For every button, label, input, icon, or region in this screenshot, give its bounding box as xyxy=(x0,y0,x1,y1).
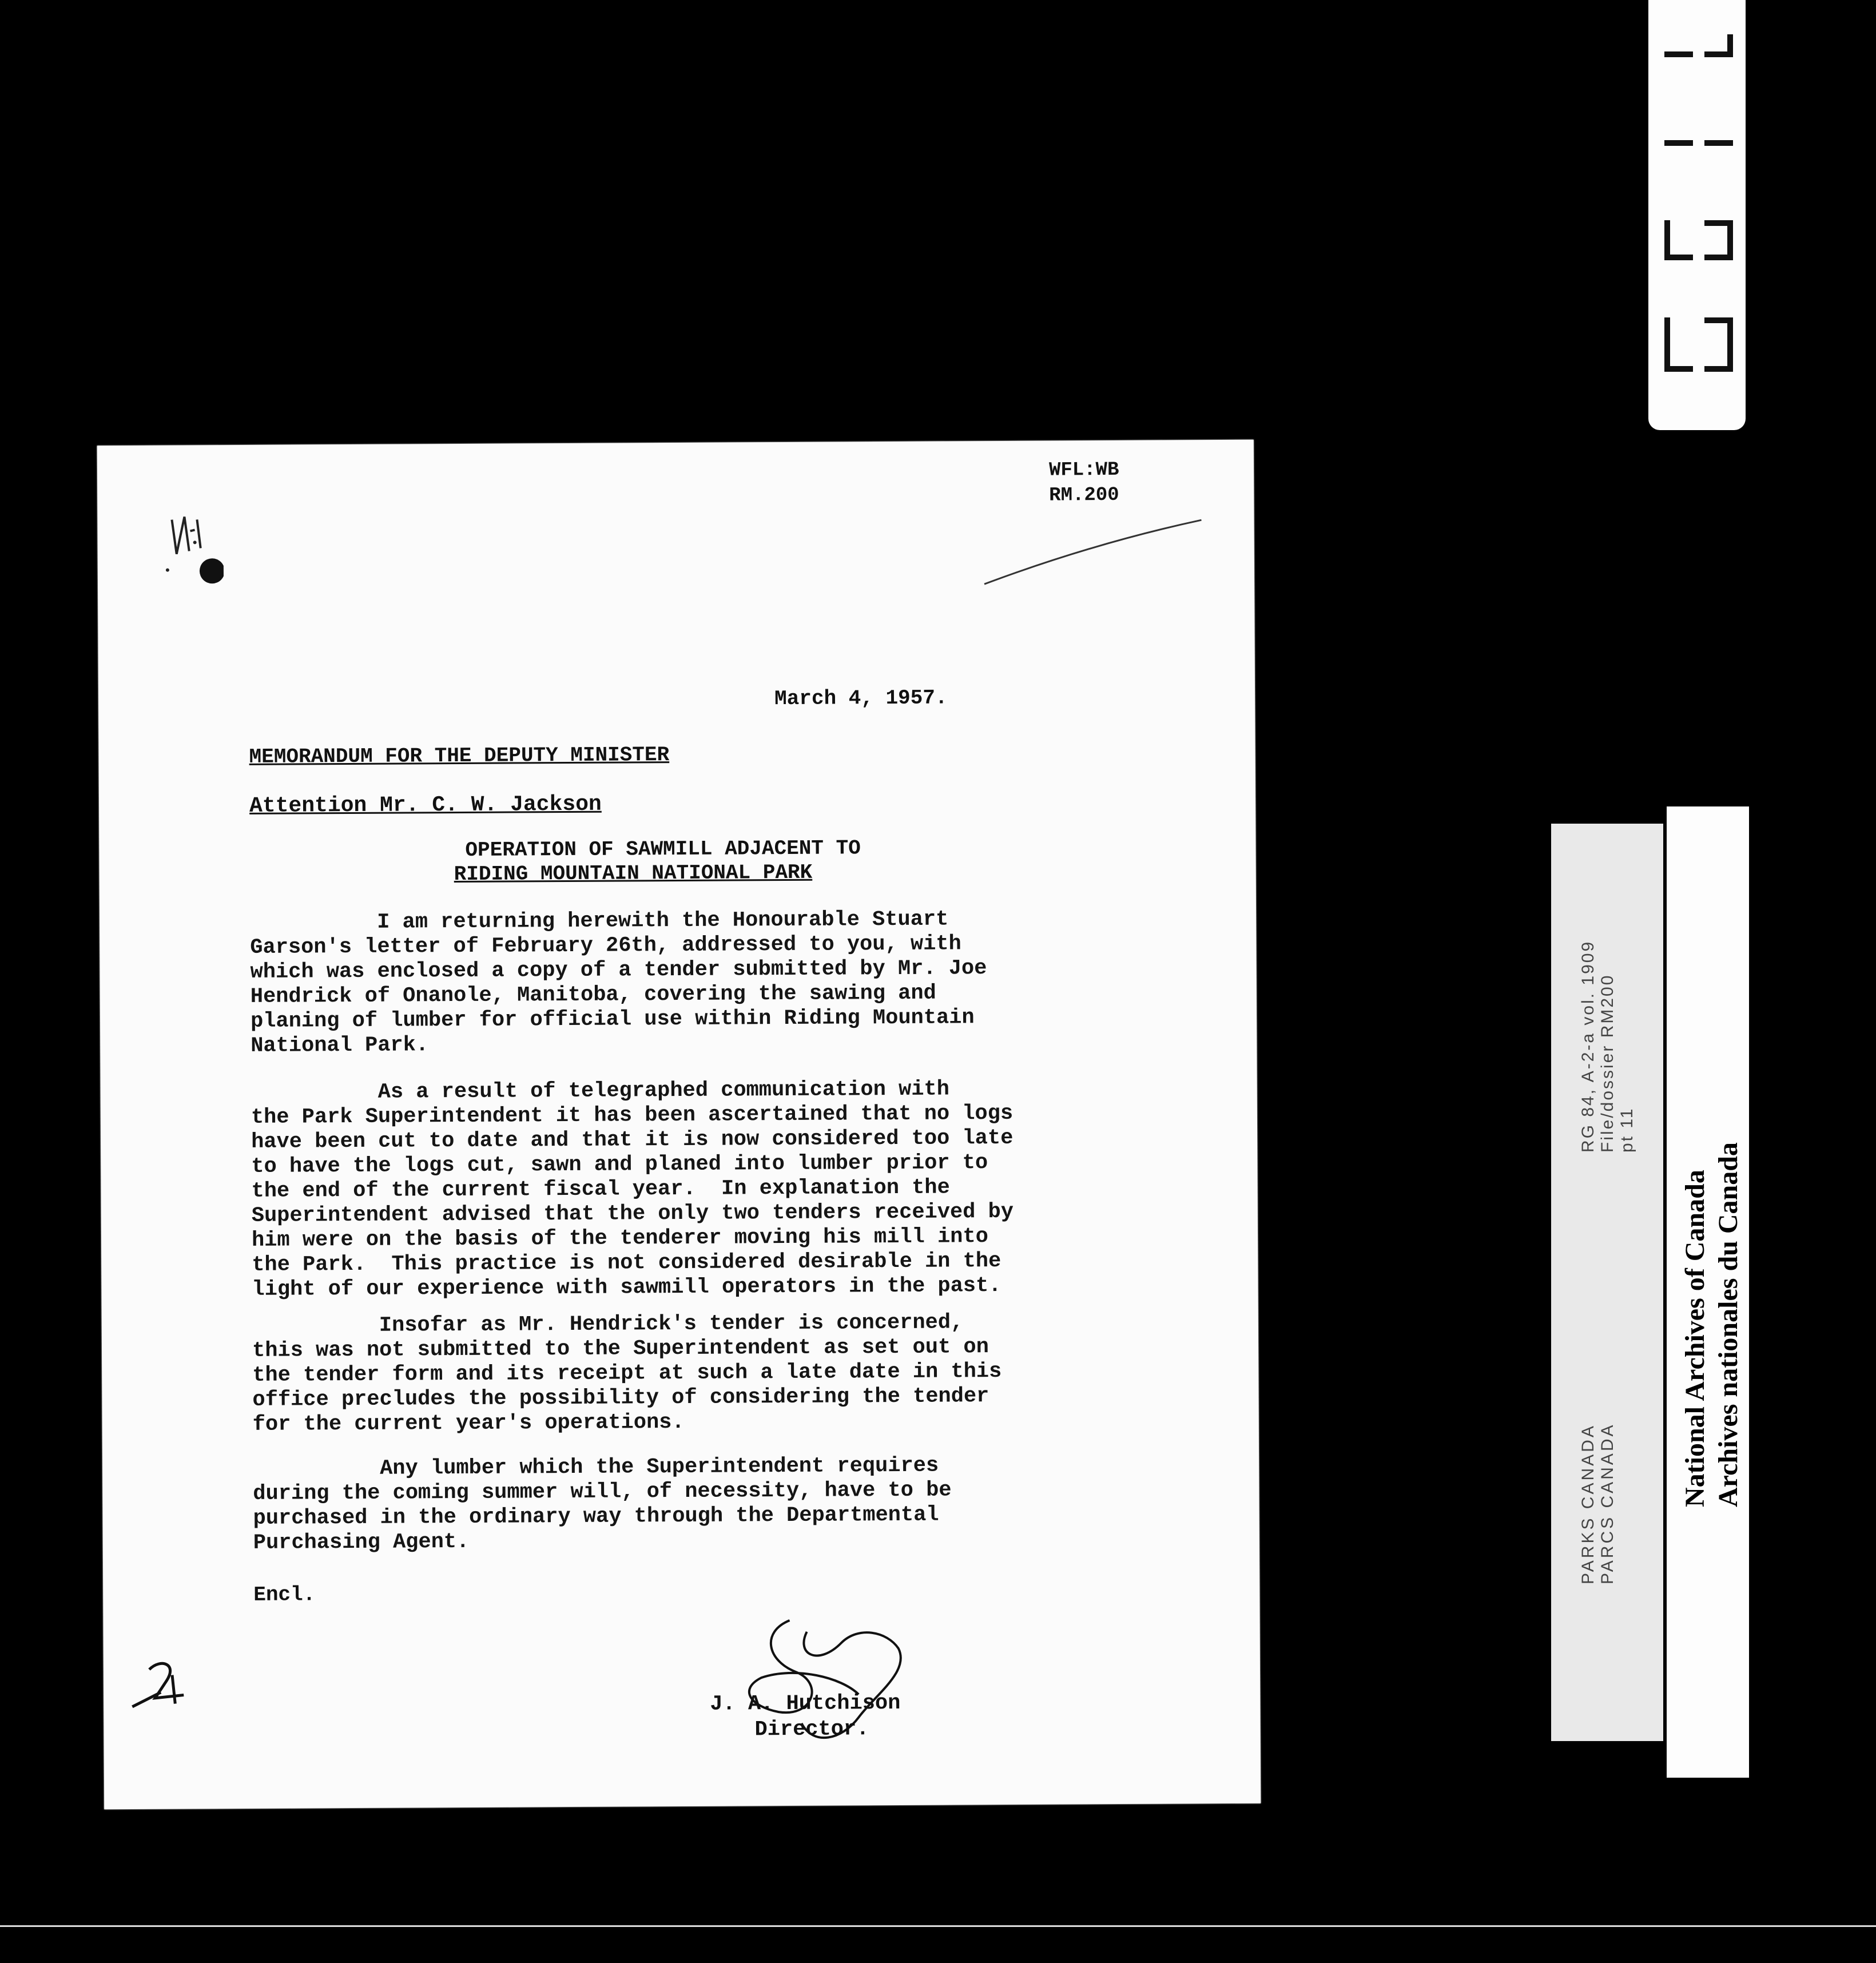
memo-heading: MEMORANDUM FOR THE DEPUTY MINISTER xyxy=(249,743,670,769)
reference-line-1: RG 84, A-2-a vol. 1909 xyxy=(1579,940,1597,1153)
handwritten-initial-mark xyxy=(154,496,224,594)
enclosure-note: Encl. xyxy=(253,1583,316,1607)
archive-name-en: National Archives of Canada xyxy=(1680,1170,1710,1507)
agency-fr: PARCS CANADA xyxy=(1598,1422,1617,1584)
agency-label xyxy=(1579,1423,1617,1585)
paragraph-2: As a result of telegraphed communication with the Park Superintendent it has been ascertained that no logs have been cut to date and that it is now considered too late to have the logs cut, sawn and planed into lumber prior to the end of the current fiscal year. In explanation the Superintendent advised that the only two tenders received by him were on the basis of the tenderer moving his mill into the Park. This practice is not considered desirable in the light of our experience with sawmill operators in the past. xyxy=(251,1077,1014,1302)
archive-name-fr: Archives nationales du Canada xyxy=(1713,1142,1743,1507)
paragraph-3: Insofar as Mr. Hendrick's tender is concerned, this was not submitted to the Superintendent as set out on the tender form and its receipt at such a late date in this office precludes the possibility of considering the tender for the current year's operations. xyxy=(252,1310,1002,1437)
paragraph-1: I am returning herewith the Honourable Stuart Garson's letter of February 26th, addressed to you, with which was enclosed a copy of a tender submitted by Mr. Joe Hendrick of Onanole, Manitoba, covering the sawing and planing of lumber for official use within Riding Mountain National Park. xyxy=(250,907,987,1058)
ref-file-number: RM.200 xyxy=(1049,484,1119,507)
archive-name-text xyxy=(1679,1142,1745,1507)
file-reference xyxy=(1049,458,1119,508)
subject-line-2: RIDING MOUNTAIN NATIONAL PARK xyxy=(454,860,813,887)
film-edge-line xyxy=(0,1925,1876,1927)
pen-stroke-line xyxy=(978,508,1207,590)
signatory-title: Director. xyxy=(754,1717,869,1742)
paragraph-4: Any lumber which the Superintendent requires during the coming summer will, of necessity, have to be purchased in the ordinary way through the Departmental Purchasing Agent. xyxy=(253,1453,952,1555)
handwritten-page-number xyxy=(126,1652,196,1715)
attention-line: Attention Mr. C. W. Jackson xyxy=(249,792,602,818)
agency-en: PARKS CANADA xyxy=(1579,1424,1597,1584)
ref-initials: WFL:WB xyxy=(1048,459,1119,482)
memo-page xyxy=(97,440,1261,1810)
subject-line-1: OPERATION OF SAWMILL ADJACENT TO xyxy=(465,836,861,862)
reference-text xyxy=(1579,940,1637,1153)
reference-line-3: pt 11 xyxy=(1617,1107,1636,1153)
signatory-name: J. A. Hutchison xyxy=(710,1691,901,1716)
frame-number-strip xyxy=(1648,0,1746,430)
memo-date: March 4, 1957. xyxy=(774,686,948,711)
reference-line-2: File/dossier RM200 xyxy=(1598,973,1617,1153)
